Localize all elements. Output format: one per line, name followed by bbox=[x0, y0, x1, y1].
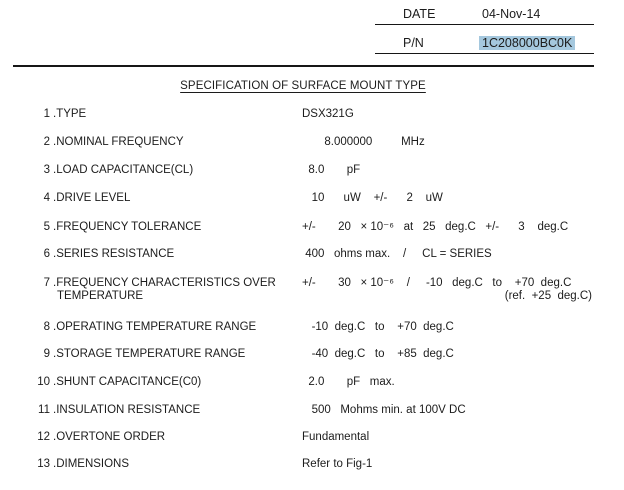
row-label: .NOMINAL FREQUENCY bbox=[53, 136, 184, 148]
row-number: 12 bbox=[37, 431, 50, 443]
date-value: 04-Nov-14 bbox=[482, 7, 541, 21]
part-number-value[interactable]: 1C208000BC0K bbox=[479, 36, 575, 50]
row-value: 8.000000 MHz bbox=[302, 136, 425, 148]
row-shunt-capacitance bbox=[28, 376, 395, 389]
row-value: 2.0 pF max. bbox=[302, 376, 395, 388]
row-frequency-characteristics bbox=[28, 277, 592, 303]
row-value: 400 ohms max. / CL = SERIES bbox=[302, 248, 492, 260]
row-label: .DIMENSIONS bbox=[53, 458, 130, 470]
row-label: .INSULATION RESISTANCE bbox=[53, 404, 201, 416]
row-label: .OPERATING TEMPERATURE RANGE bbox=[53, 321, 257, 333]
row-value: Refer to Fig-1 bbox=[302, 458, 373, 470]
row-number: 13 bbox=[37, 458, 50, 470]
row-label: .DRIVE LEVEL bbox=[53, 192, 131, 204]
row-value bbox=[302, 277, 592, 303]
row-number: 9 bbox=[43, 348, 50, 360]
row-load-capacitance bbox=[28, 164, 360, 177]
row-overtone-order bbox=[28, 431, 369, 444]
row-value: -10 deg.C to +70 deg.C bbox=[302, 321, 454, 333]
row-value: 10 uW +/- 2 uW bbox=[302, 192, 443, 204]
row-value: 8.0 pF bbox=[302, 164, 361, 176]
row-label: .OVERTONE ORDER bbox=[53, 431, 166, 443]
row-drive-level bbox=[28, 192, 443, 205]
row-label bbox=[53, 277, 302, 303]
row-value-line2: (ref. +25 deg.C) bbox=[504, 290, 592, 302]
row-number: 2 bbox=[43, 136, 50, 148]
row-label: .SERIES RESISTANCE bbox=[53, 248, 175, 260]
row-label: .SHUNT CAPACITANCE(C0) bbox=[53, 376, 202, 388]
row-value: Fundamental bbox=[302, 431, 370, 443]
row-number: 1 bbox=[43, 108, 50, 120]
row-insulation-resistance bbox=[28, 404, 466, 417]
row-operating-temperature-range bbox=[28, 321, 454, 334]
row-number: 8 bbox=[43, 321, 50, 333]
row-value: DSX321G bbox=[302, 108, 354, 120]
row-type bbox=[28, 108, 354, 121]
part-number-row bbox=[375, 34, 594, 54]
row-value: 500 Mohms min. at 100V DC bbox=[302, 404, 466, 416]
row-number: 6 bbox=[43, 248, 50, 260]
row-number: 3 bbox=[43, 164, 50, 176]
row-number: 10 bbox=[37, 376, 50, 388]
row-series-resistance bbox=[28, 248, 492, 261]
row-number: 11 bbox=[38, 404, 50, 416]
row-value: -40 deg.C to +85 deg.C bbox=[302, 348, 454, 360]
date-row bbox=[375, 6, 594, 25]
row-label-line1: .FREQUENCY CHARACTERISTICS OVER bbox=[53, 277, 276, 289]
row-dimensions bbox=[28, 458, 372, 471]
row-storage-temperature-range bbox=[28, 348, 454, 361]
row-nominal-frequency bbox=[28, 136, 425, 149]
header-divider bbox=[13, 65, 594, 67]
row-number: 7 bbox=[43, 277, 50, 289]
row-value-line1: +/- 30 × 10⁻⁶ / -10 deg.C to +70 deg.C bbox=[302, 277, 572, 289]
row-label: .LOAD CAPACITANCE(CL) bbox=[53, 164, 194, 176]
row-number: 5 bbox=[43, 221, 50, 233]
row-number: 4 bbox=[43, 192, 50, 204]
row-label-line2: TEMPERATURE bbox=[57, 290, 144, 302]
page-title: SPECIFICATION OF SURFACE MOUNT TYPE bbox=[180, 80, 426, 92]
date-label: DATE bbox=[403, 7, 436, 21]
row-label: .STORAGE TEMPERATURE RANGE bbox=[53, 348, 246, 360]
row-frequency-tolerance bbox=[28, 221, 568, 234]
row-value: +/- 20 × 10⁻⁶ at 25 deg.C +/- 3 deg.C bbox=[302, 221, 569, 233]
part-number-label: P/N bbox=[403, 36, 424, 50]
row-label: .TYPE bbox=[53, 108, 87, 120]
row-label: .FREQUENCY TOLERANCE bbox=[53, 221, 202, 233]
